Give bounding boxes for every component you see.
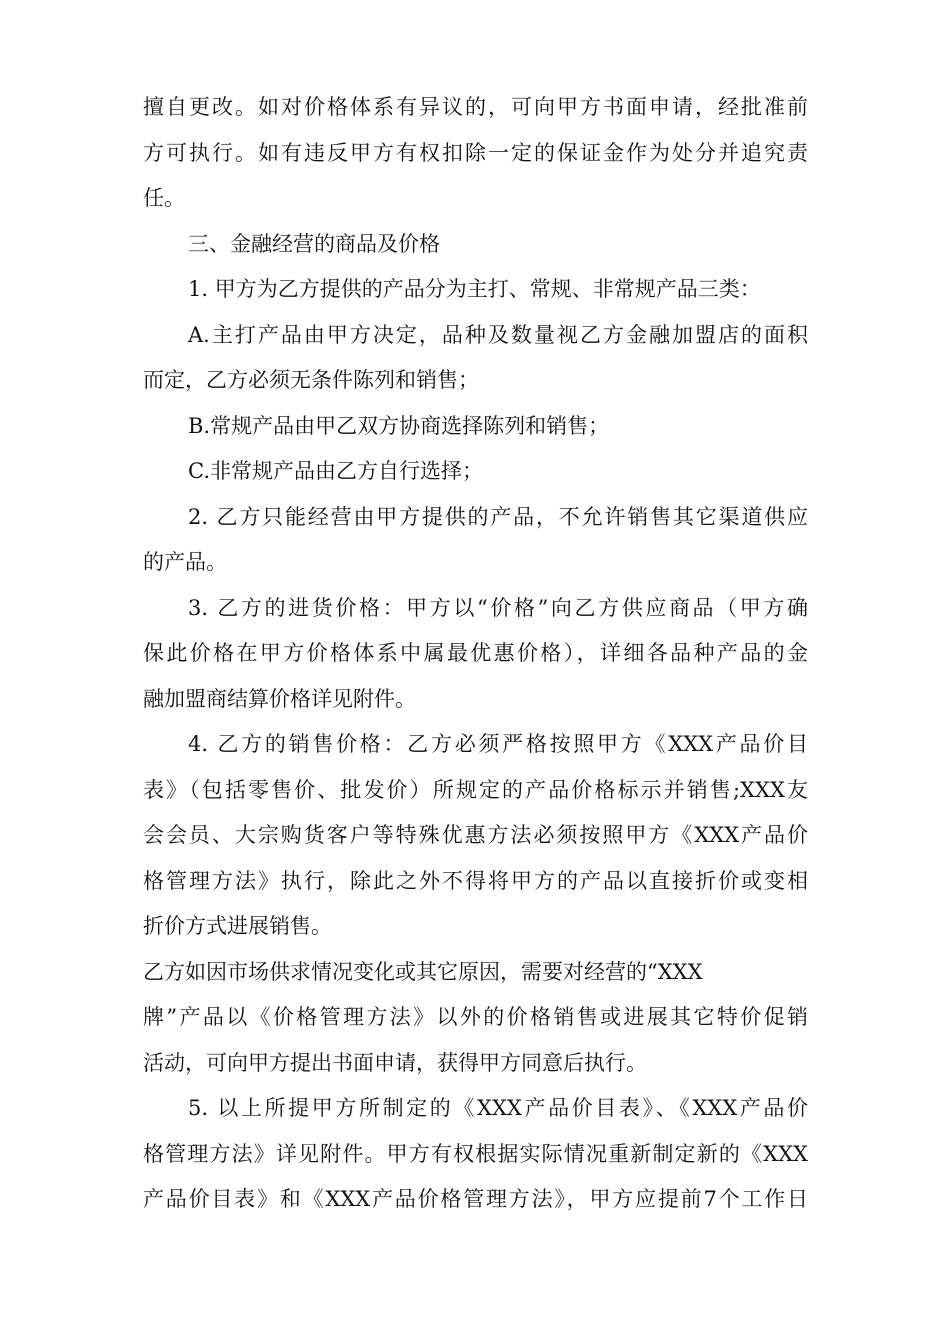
text-line: 会会员、大宗购货客户等特殊优惠方法必须按照甲方《XXX产品价 [143, 823, 808, 847]
text-line: 折价方式进展销售。 [143, 914, 332, 938]
text-line: 表》（包括零售价、批发价）所规定的产品价格标示并销售;XXX友 [143, 777, 808, 802]
text-line: 融加盟商结算价格详见附件。 [143, 686, 416, 711]
text-line: 2. 乙方只能经营由甲方提供的产品，不允许销售其它渠道供应 [188, 504, 808, 529]
text-line: C.非常规产品由乙方自行选择； [188, 459, 483, 483]
text-line: 任。 [143, 186, 185, 210]
text-line: 而定，乙方必须无条件陈列和销售； [143, 368, 479, 392]
text-line: 的产品。 [143, 550, 227, 574]
text-line: 格管理方法》执行，除此之外不得将甲方的产品以直接折价或变相 [143, 868, 808, 893]
text-line: 方可执行。如有违反甲方有权扣除一定的保证金作为处分并追究责 [143, 140, 808, 165]
text-line: 格管理方法》详见附件。甲方有权根据实际情况重新制定新的《XXX [143, 1141, 808, 1166]
text-line: 乙方如因市场供求情况变化或其它原因，需要对经营的“XXX [143, 959, 703, 984]
text-line: 3. 乙方的进货价格：甲方以“价格”向乙方供应商品（甲方确 [188, 595, 808, 620]
text-line: A.主打产品由甲方决定，品种及数量视乙方金融加盟店的面积 [188, 322, 808, 347]
section-heading: 三、金融经营的商品及价格 [188, 231, 440, 256]
text-line: 4. 乙方的销售价格：乙方必须严格按照甲方《XXX产品价目 [188, 732, 808, 756]
text-line: B.常规产品由甲乙双方协商选择陈列和销售； [188, 413, 610, 438]
text-line: 5. 以上所提甲方所制定的《XXX产品价目表》、《XXX产品价 [188, 1096, 808, 1120]
text-line: 1. 甲方为乙方提供的产品分为主打、常规、非常规产品三类： [188, 277, 761, 301]
text-line: 活动，可向甲方提出书面申请，获得甲方同意后执行。 [143, 1050, 647, 1075]
text-line: 保此价格在甲方价格体系中属最优惠价格），详细各品种产品的金 [143, 641, 808, 665]
text-line: 牌”产品以《价格管理方法》以外的价格销售或进展其它特价促销 [143, 1005, 808, 1029]
text-line: 产品价目表》和《XXX产品价格管理方法》，甲方应提前7个工作日 [143, 1187, 808, 1211]
text-line: 擅自更改。如对价格体系有异议的，可向甲方书面申请，经批准前 [143, 95, 808, 119]
document-body [143, 85, 808, 1223]
